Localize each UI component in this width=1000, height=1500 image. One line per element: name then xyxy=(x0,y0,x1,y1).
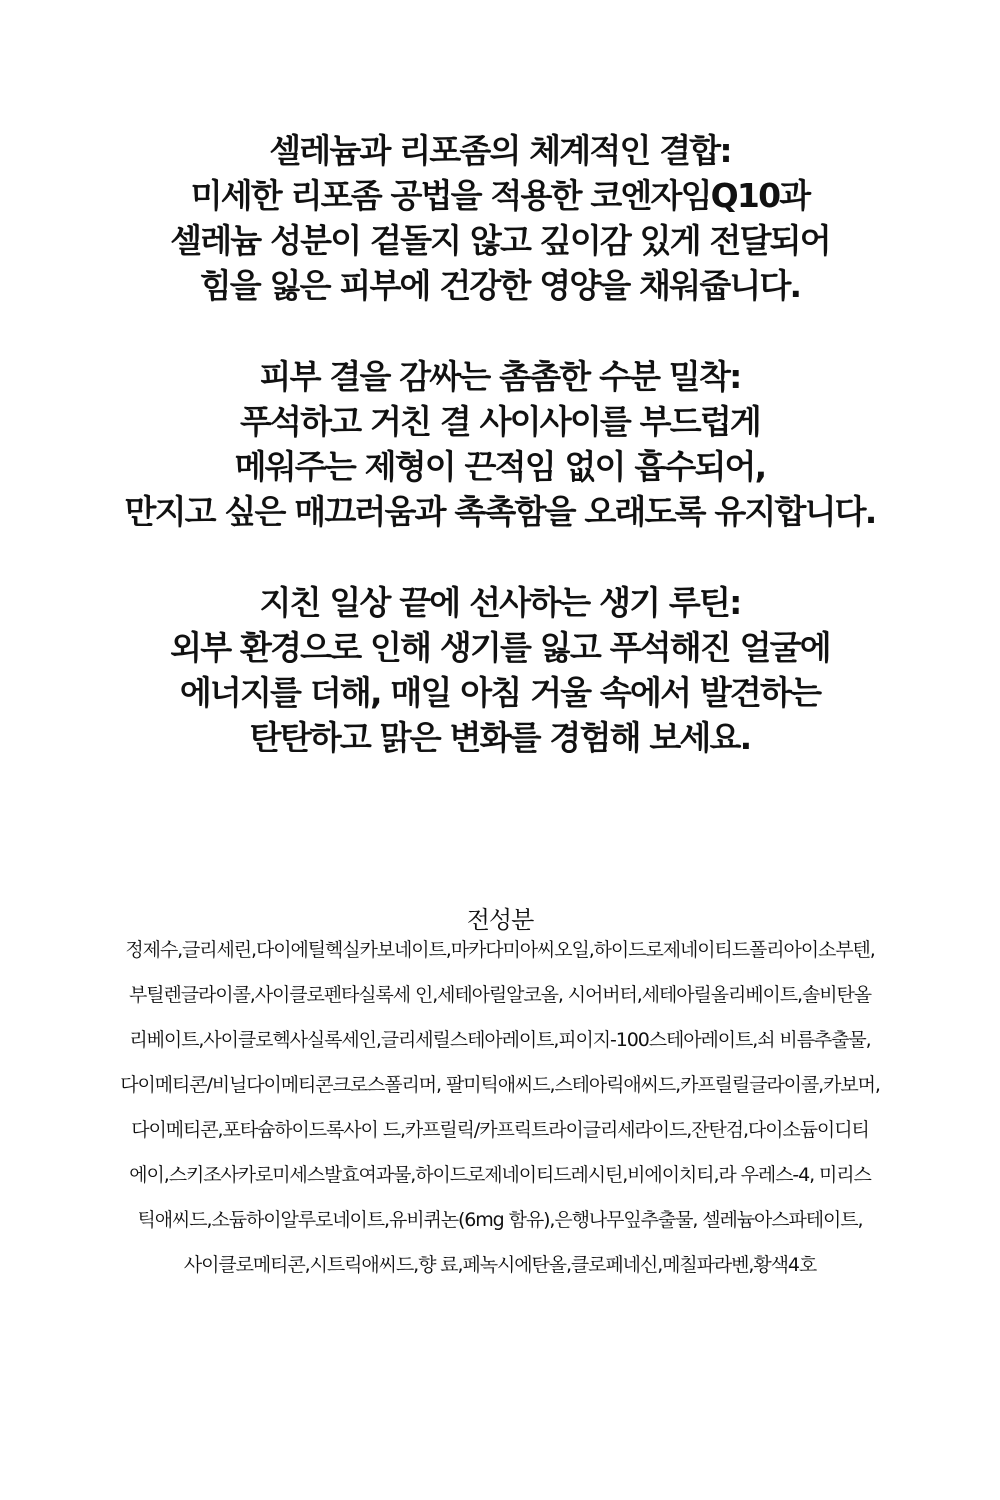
feature-text-line: 외부 환경으로 인해 생기를 잃고 푸석해진 얼굴에 xyxy=(170,628,830,667)
feature-text-line: 푸석하고 거친 결 사이사이를 부드럽게 xyxy=(239,402,760,441)
ingredients-line: 부틸렌글라이콜,사이클로펜타실록세 인,세테아릴알코올, 시어버터,세테아릴올리베이트,솔비탄올 xyxy=(129,984,871,1006)
ingredients-title: 전성분 xyxy=(466,905,534,934)
feature-text-line: 셀레늄 성분이 겉돌지 않고 깊이감 있게 전달되어 xyxy=(170,221,830,260)
feature-description-section xyxy=(0,128,1000,806)
ingredients-line: 정제수,글리세린,다이에틸헥실카보네이트,마카다미아씨오일,하이드로제네이티드폴리아이소부텐, xyxy=(125,939,875,961)
ingredients-list xyxy=(30,928,970,1288)
feature-heading: 피부 결을 감싸는 촘촘한 수분 밀착: xyxy=(259,357,741,396)
feature-vitality-routine xyxy=(0,580,1000,760)
feature-text-line: 에너지를 더해, 매일 아침 거울 속에서 발견하는 xyxy=(179,673,821,712)
ingredients-line: 다이메티콘/비닐다이메티콘크로스폴리머, 팔미틱애씨드,스테아릭애씨드,카프릴릴글라이콜,카보머, xyxy=(120,1074,880,1096)
ingredients-line: 리베이트,사이클로헥사실록세인,글리세릴스테아레이트,피이지-100스테아레이트,쇠 비름추출물, xyxy=(129,1029,871,1051)
feature-text-line: 메워주는 제형이 끈적임 없이 흡수되어, xyxy=(234,447,766,486)
feature-selenium-liposome xyxy=(0,128,1000,308)
ingredients-line: 틱애씨드,소듐하이알루로네이트,유비퀴논(6mg 함유),은행나무잎추출물, 셀레늄아스파테이트, xyxy=(137,1209,863,1231)
feature-text-line: 미세한 리포좀 공법을 적용한 코엔자임Q10과 xyxy=(190,176,810,215)
ingredients-line: 다이메티콘,포타슘하이드록사이 드,카프릴릭/카프릭트라이글리세라이드,잔탄검,다이소듐이디티 xyxy=(131,1119,869,1141)
feature-text-line: 힘을 잃은 피부에 건강한 영양을 채워줍니다. xyxy=(199,266,801,305)
feature-text-line: 만지고 싶은 매끄러움과 촉촉함을 오래도록 유지합니다. xyxy=(124,492,876,531)
ingredients-line: 에이,스키조사카로미세스발효여과물,하이드로제네이티드레시틴,비에이치티,라 우레스-4, 미리스 xyxy=(129,1164,871,1186)
feature-heading: 셀레늄과 리포좀의 체계적인 결합: xyxy=(269,131,731,170)
feature-heading: 지친 일상 끝에 선사하는 생기 루틴: xyxy=(259,583,741,622)
feature-moisture xyxy=(0,354,1000,534)
ingredients-line: 사이클로메티콘,시트릭애씨드,향 료,페녹시에탄올,클로페네신,메칠파라벤,황색4호 xyxy=(183,1254,817,1276)
feature-text-line: 탄탄하고 맑은 변화를 경험해 보세요. xyxy=(249,718,751,757)
